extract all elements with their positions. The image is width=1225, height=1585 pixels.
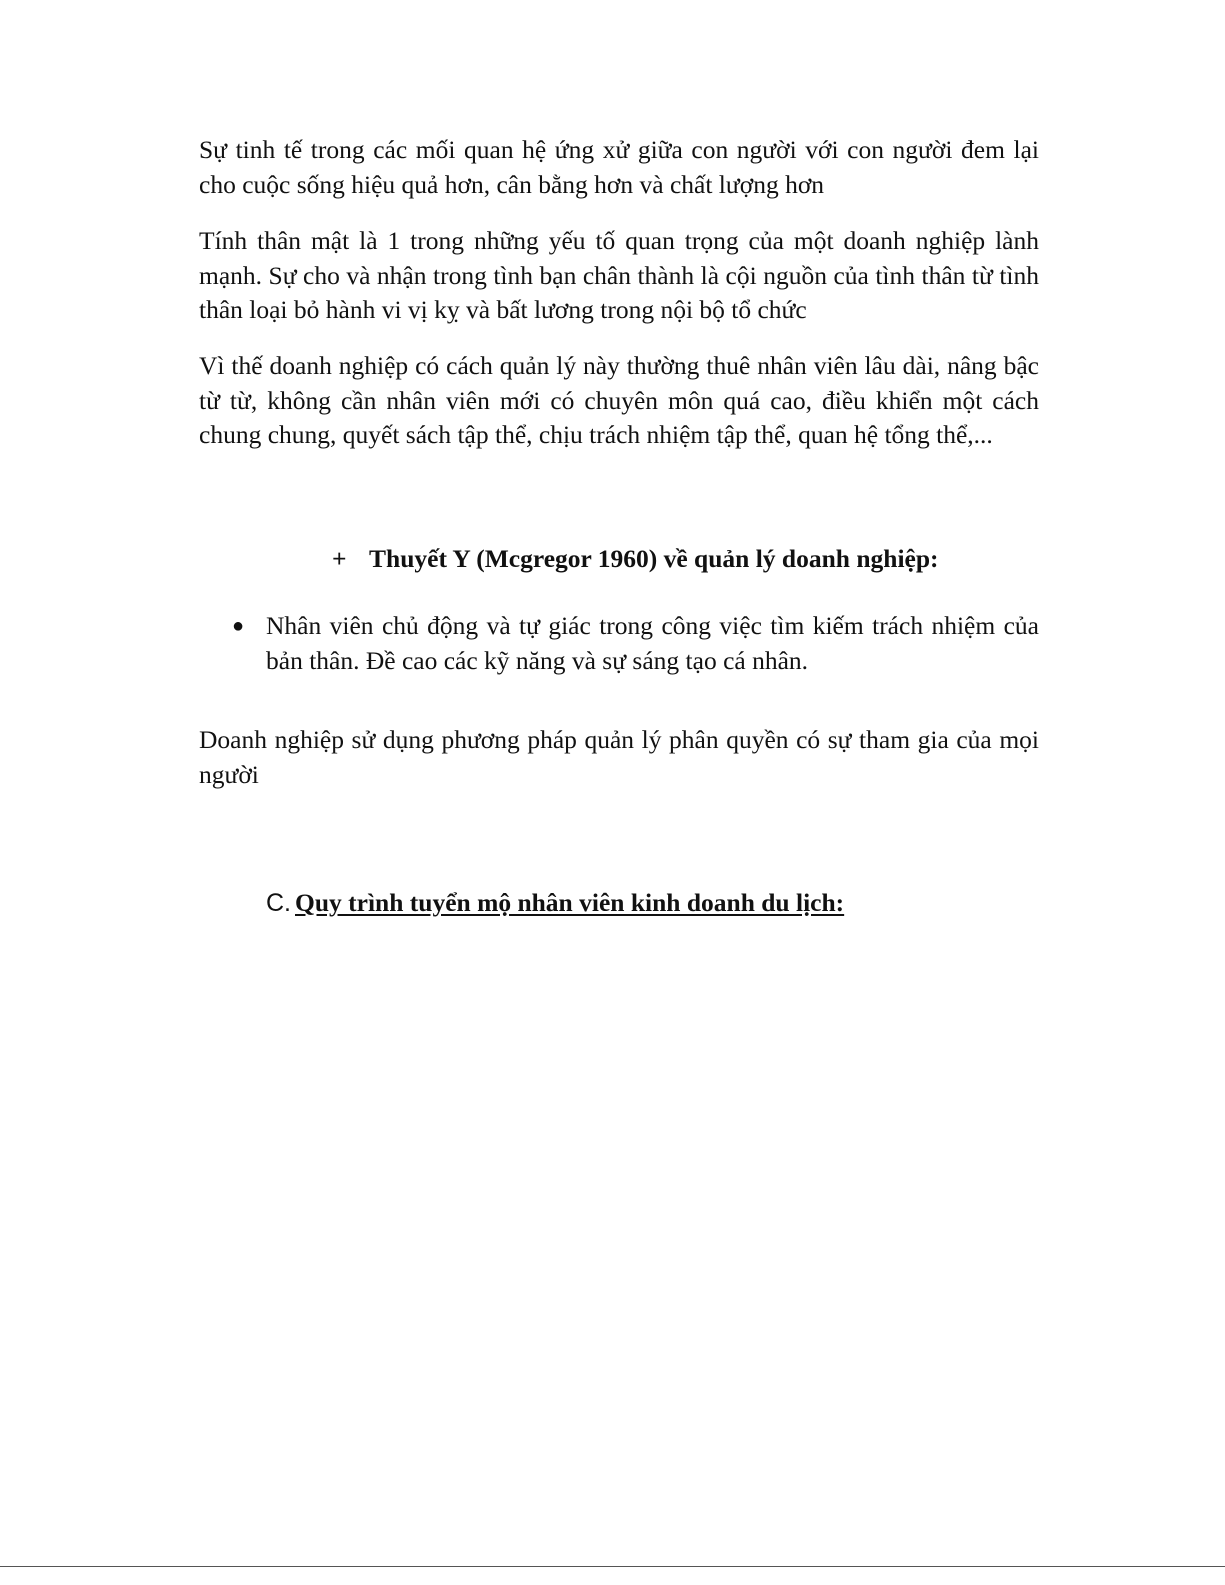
page-bottom-divider: [0, 1566, 1225, 1567]
paragraph-line: mạnh. Sự cho và nhận trong tình bạn chân thành là cội nguồn của tình thân từ tình: [199, 260, 1039, 290]
paragraph-line: chung chung, quyết sách tập thể, chịu trách nhiệm tập thể, quan hệ tổng thể,...: [199, 420, 993, 449]
paragraph-line: Sự tinh tế trong các mối quan hệ ứng xử giữa con người với con người đem lại: [199, 135, 1039, 164]
bullet-text: [266, 609, 1039, 678]
paragraph-intimacy: [199, 224, 1039, 328]
paragraph-relationships: [199, 133, 1039, 202]
paragraph-decentralized: [199, 723, 1039, 792]
paragraph-line: thân loại bỏ hành vi vị kỵ và bất lương trong nội bộ tổ chức: [199, 295, 807, 324]
paragraph-line: cho cuộc sống hiệu quả hơn, cân bằng hơn và chất lượng hơn: [199, 169, 825, 199]
theory-y-heading: [332, 542, 939, 576]
theory-y-heading-text: Thuyết Y (Mcgregor 1960) về quản lý doanh nghiệp:: [369, 544, 939, 573]
paragraph-line: người: [199, 759, 259, 789]
paragraph-management-style: [199, 349, 1039, 453]
bullet-line: bản thân. Đề cao các kỹ năng và sự sáng tạo cá nhân.: [266, 645, 809, 675]
section-letter: C.: [266, 889, 291, 917]
bullet-line: Nhân viên chủ động và tự giác trong công việc tìm kiếm trách nhiệm của: [266, 611, 1039, 640]
paragraph-line: Doanh nghiệp sử dụng phương pháp quản lý phân quyền có sự tham gia của mọi: [199, 725, 1039, 754]
paragraph-line: Vì thế doanh nghiệp có cách quản lý này thường thuê nhân viên lâu dài, nâng bậc: [199, 351, 1039, 380]
plus-marker: +: [332, 544, 347, 573]
section-c-heading: [266, 886, 844, 924]
bullet-icon: ●: [232, 615, 245, 637]
section-title: Quy trình tuyển mộ nhân viên kinh doanh du lịch:: [295, 888, 845, 917]
paragraph-line: Tính thân mật là 1 trong những yếu tố quan trọng của một doanh nghiệp lành: [199, 226, 1039, 255]
paragraph-line: từ từ, không cần nhân viên mới có chuyên môn quá cao, điều khiển một cách: [199, 385, 1039, 415]
